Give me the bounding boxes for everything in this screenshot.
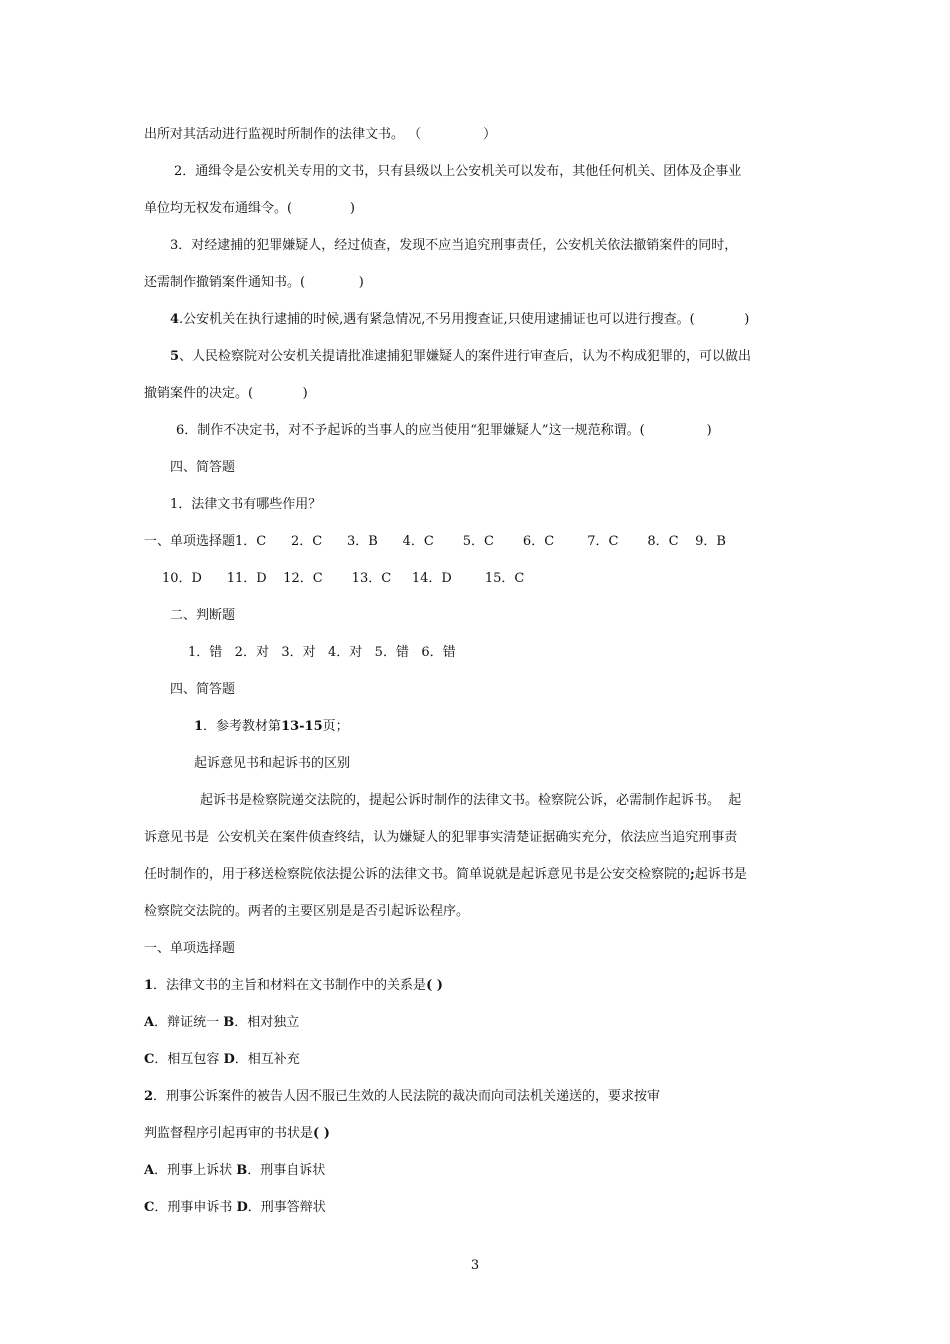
option-line: C．刑事申诉书 D．刑事答辩状 <box>144 1200 326 1215</box>
text-line: 1．参考教材第13-15页； <box>194 719 349 734</box>
text-line: 起诉意见书和起诉书的区别 <box>194 756 351 771</box>
answer-line: 1．错 2．对 3．对 4．对 5．错 6．错 <box>188 645 456 660</box>
section-heading: 四、简答题 <box>170 460 236 475</box>
text-line: 出所对其活动进行监视时所制作的法律文书。 （ ） <box>144 127 497 142</box>
text-line: 4.公安机关在执行逮捕的时候,遇有紧急情况,不另用搜查证,只使用逮捕证也可以进行搜查。( ) <box>170 312 750 327</box>
page-number: 3 <box>470 1258 480 1273</box>
text-line: 还需制作撤销案件通知书。( ) <box>144 275 364 290</box>
section-heading: 四、简答题 <box>170 682 236 697</box>
text-line: 1．法律文书有哪些作用？ <box>170 497 322 512</box>
paragraph-line: 任时制作的，用于移送检察院依法提公诉的法律文书。简单说就是起诉意见书是公安交检察院的;起诉书是 <box>144 867 747 882</box>
section-heading: 一、单项选择题 <box>144 941 236 956</box>
text-line: 3．对经逮捕的犯罪嫌疑人，经过侦查，发现不应当追究刑事责任，公安机关依法撤销案件的同时， <box>170 238 738 253</box>
text-line: 单位均无权发布通缉令。( ) <box>144 201 355 216</box>
paragraph-line: 起诉书是检察院递交法院的，提起公诉时制作的法律文书。检察院公诉，必需制作起诉书。 起 <box>200 793 742 808</box>
paragraph-line: 诉意见书是 公安机关在案件侦查终结，认为嫌疑人的犯罪事实清楚证据确实充分，依法应当追究刑事责 <box>144 830 738 845</box>
text-line: 2．通缉令是公安机关专用的文书，只有县级以上公安机关可以发布，其他任何机关、团体及企事业 <box>174 164 742 179</box>
option-line: A．刑事上诉状 B．刑事自诉状 <box>144 1163 326 1178</box>
question-line: 1．法律文书的主旨和材料在文书制作中的关系是( ) <box>144 978 443 993</box>
text-line: 6．制作不决定书，对不予起诉的当事人的应当使用“犯罪嫌疑人”这一规范称谓。( ) <box>176 423 712 438</box>
question-line: 2．刑事公诉案件的被告人因不服已生效的人民法院的裁决而向司法机关递送的，要求按审 <box>144 1089 661 1104</box>
paragraph-line: 检察院交法院的。两者的主要区别是是否引起诉讼程序。 <box>144 904 470 919</box>
option-line: A．辩证统一 B．相对独立 <box>144 1015 300 1030</box>
answer-line: 一、单项选择题1．C 2．C 3．B 4．C 5．C 6．C 7．C 8．C 9．B <box>144 534 726 549</box>
text-line: 5、人民检察院对公安机关提请批准逮捕犯罪嫌疑人的案件进行审查后，认为不构成犯罪的，可以做出 <box>170 349 752 364</box>
option-line: C．相互包容 D．相互补充 <box>144 1052 300 1067</box>
answer-line: 10．D 11．D 12．C 13．C 14．D 15．C <box>162 571 525 586</box>
text-line: 撤销案件的决定。( ) <box>144 386 308 401</box>
question-line: 判监督程序引起再审的书状是( ) <box>144 1126 330 1141</box>
section-heading: 二、判断题 <box>170 608 236 623</box>
